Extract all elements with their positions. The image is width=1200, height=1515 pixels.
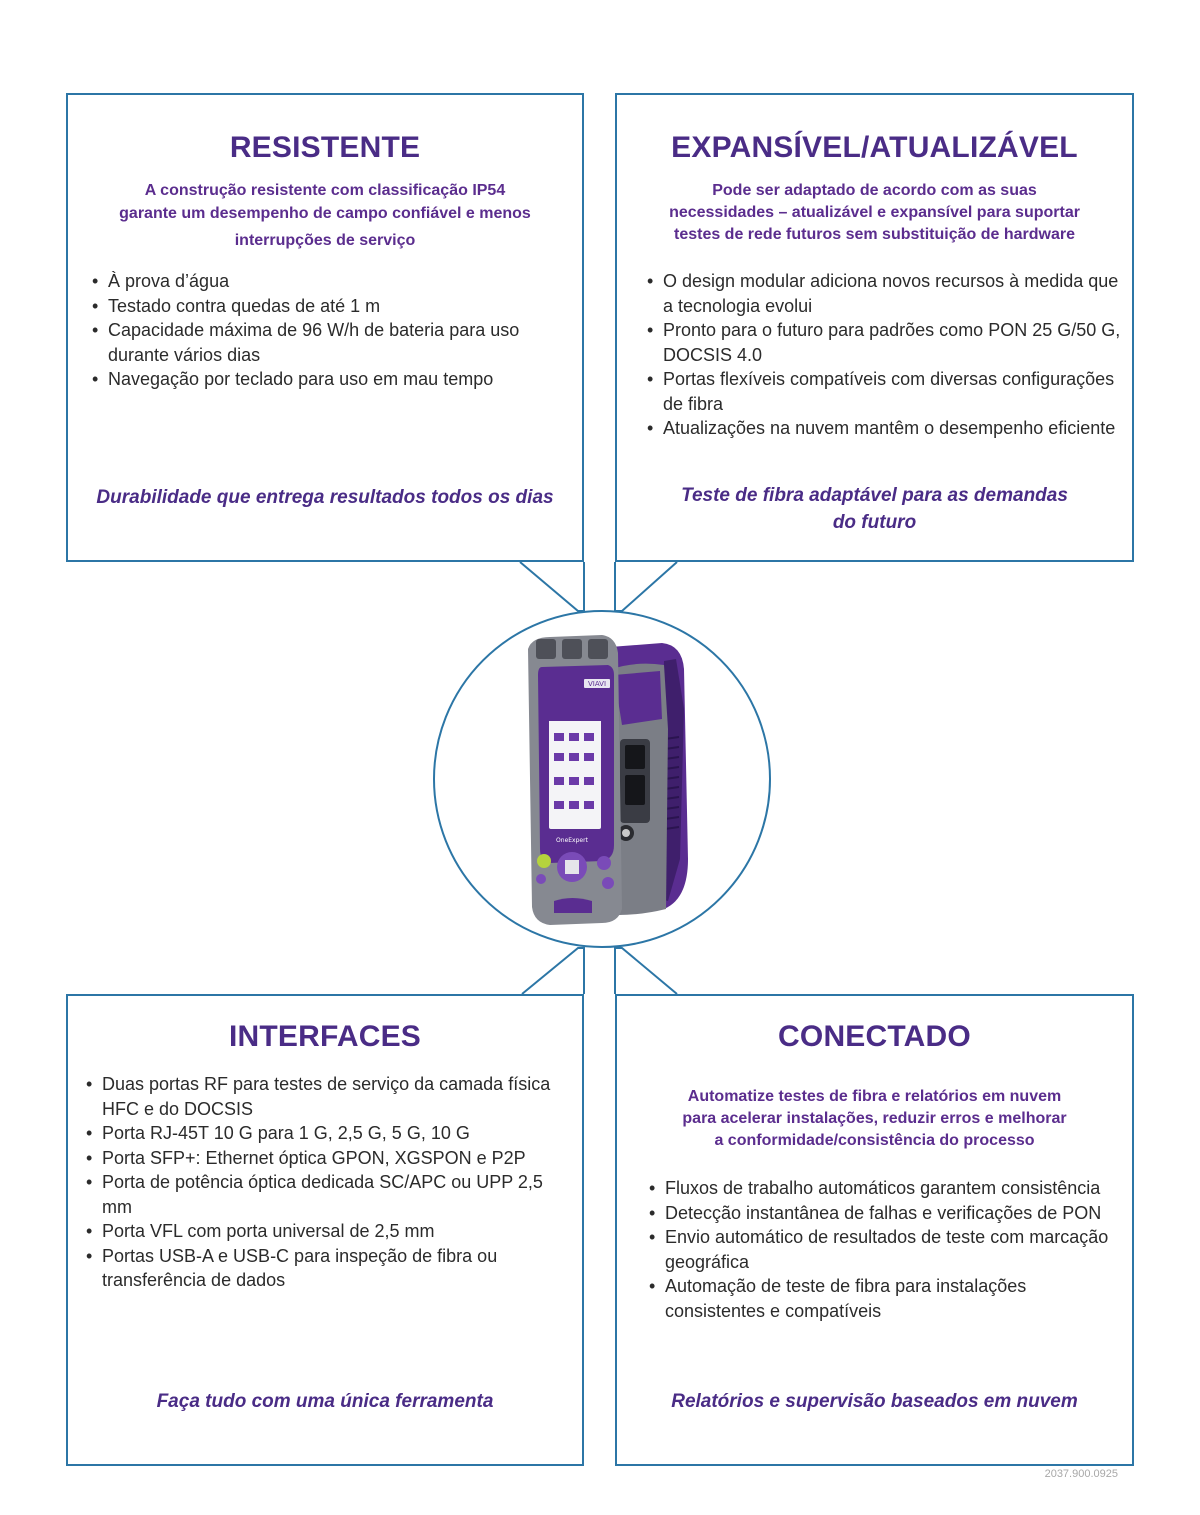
- panel-conectado: [615, 994, 1134, 1466]
- list-item: • Fluxos de trabalho automáticos garantem consistência: [649, 1176, 1122, 1201]
- list-item: • Pronto para o futuro para padrões como PON 25 G/50 G, DOCSIS 4.0: [647, 318, 1122, 367]
- device-brand: VIAVI: [587, 680, 607, 688]
- list-item: • Portas USB-A e USB-C para inspeção de fibra ou transferência de dados: [86, 1244, 562, 1293]
- subtitle-line: Automatize testes de fibra e relatórios em nuvem: [687, 1088, 1062, 1105]
- panel-expansivel: [615, 93, 1134, 562]
- tagline-line: Teste de fibra adaptável para as demandas: [681, 485, 1068, 506]
- subtitle-line: interrupções de serviço: [234, 232, 416, 249]
- feature-list: [649, 1176, 1122, 1323]
- device-product-name: OneExpert: [556, 837, 588, 844]
- list-item: • Duas portas RF para testes de serviço da camada física HFC e do DOCSIS: [86, 1072, 562, 1121]
- handheld-fiber-tester-icon: [432, 609, 772, 949]
- subtitle-line: Pode ser adaptado de acordo com as suas: [712, 182, 1037, 199]
- subtitle-line: A construção resistente com classificação IP54: [144, 182, 506, 199]
- feature-list: [647, 269, 1122, 441]
- panel-title: CONECTADO: [778, 1020, 971, 1053]
- list-item: • Portas flexíveis compatíveis com diversas configurações de fibra: [647, 367, 1122, 416]
- list-item: • Porta RJ-45T 10 G para 1 G, 2,5 G, 5 G, 10 G: [86, 1121, 562, 1146]
- panel-subtitle: [647, 180, 1102, 246]
- list-item: • Automação de teste de fibra para instalações consistentes e compatíveis: [649, 1274, 1122, 1323]
- subtitle-line: a conformidade/consistência do processo: [714, 1132, 1035, 1149]
- list-item: • Porta VFL com porta universal de 2,5 mm: [86, 1219, 562, 1244]
- panel-subtitle: [647, 1086, 1102, 1152]
- subtitle-line: garante um desempenho de campo confiável e menos: [119, 205, 531, 222]
- panel-tagline: [657, 482, 1092, 536]
- panel-subtitle: [88, 179, 562, 252]
- feature-list: [92, 269, 562, 392]
- list-item: • À prova d’água: [92, 269, 562, 294]
- document-code: 2037.900.0925: [1044, 1468, 1118, 1480]
- list-item: • Testado contra quedas de até 1 m: [92, 294, 562, 319]
- list-item: • Envio automático de resultados de teste com marcação geográfica: [649, 1225, 1122, 1274]
- panel-title: EXPANSÍVEL/ATUALIZÁVEL: [671, 131, 1078, 164]
- panel-tagline: Faça tudo com uma única ferramenta: [156, 1391, 494, 1412]
- list-item: • Atualizações na nuvem mantêm o desempenho eficiente: [647, 416, 1122, 441]
- subtitle-line: necessidades – atualizável e expansível para suportar: [669, 204, 1080, 221]
- list-item: • Detecção instantânea de falhas e verificações de PON: [649, 1201, 1122, 1226]
- subtitle-line: para acelerar instalações, reduzir erros e melhorar: [682, 1110, 1067, 1127]
- list-item: • Navegação por teclado para uso em mau tempo: [92, 367, 562, 392]
- subtitle-line: testes de rede futuros sem substituição de hardware: [673, 226, 1075, 243]
- panel-resistente: [66, 93, 584, 562]
- list-item: • Porta SFP+: Ethernet óptica GPON, XGSPON e P2P: [86, 1146, 562, 1171]
- tagline-line: do futuro: [832, 512, 917, 533]
- panel-title: RESISTENTE: [229, 131, 421, 164]
- device-illustration: [432, 609, 772, 949]
- panel-tagline: Relatórios e supervisão baseados em nuvem: [671, 1391, 1078, 1412]
- list-item: • Porta de potência óptica dedicada SC/APC ou UPP 2,5 mm: [86, 1170, 562, 1219]
- feature-list: [86, 1072, 562, 1293]
- panel-tagline: Durabilidade que entrega resultados todos os dias: [96, 487, 554, 508]
- panel-title: INTERFACES: [228, 1020, 422, 1053]
- list-item: • O design modular adiciona novos recursos à medida que a tecnologia evolui: [647, 269, 1122, 318]
- panel-interfaces: [66, 994, 584, 1466]
- list-item: • Capacidade máxima de 96 W/h de bateria para uso durante vários dias: [92, 318, 562, 367]
